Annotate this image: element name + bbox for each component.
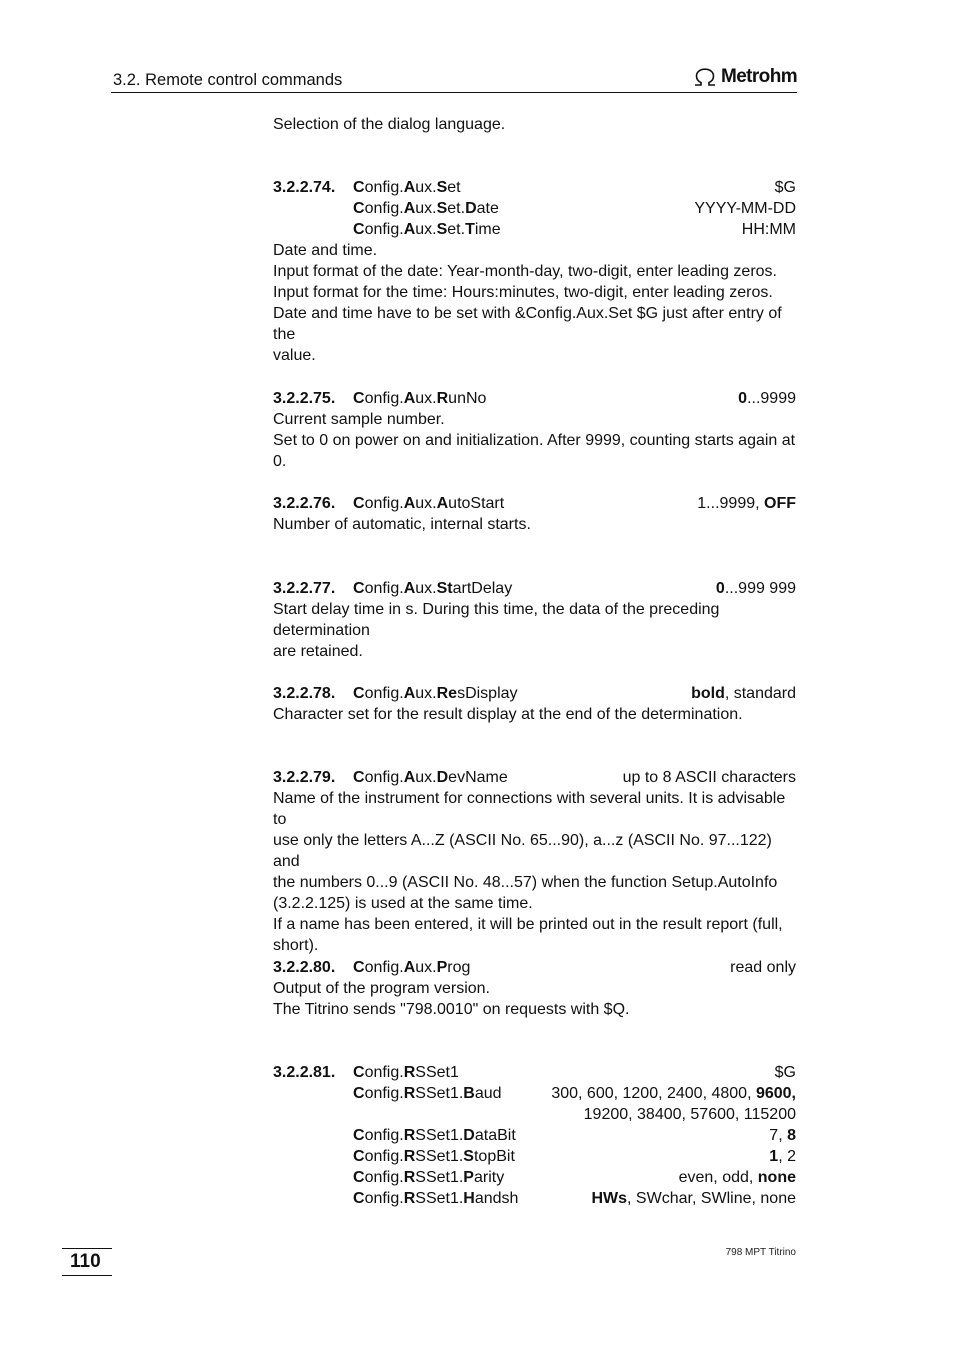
command-row xyxy=(273,1167,796,1188)
command-value xyxy=(730,957,796,978)
command-section xyxy=(273,177,796,366)
bold-segment: C xyxy=(353,179,365,196)
bold-segment: A xyxy=(403,495,416,512)
text-segment: onfig. xyxy=(364,200,404,217)
command-section xyxy=(273,578,796,662)
command-value xyxy=(775,1062,796,1083)
command-value xyxy=(742,219,796,240)
text-segment: read only xyxy=(730,959,796,976)
text-segment: onfig. xyxy=(364,1085,404,1102)
text-segment: evName xyxy=(448,769,508,786)
command-value xyxy=(738,388,796,409)
bold-segment: 8 xyxy=(787,1127,796,1144)
bold-segment: 1 xyxy=(769,1148,779,1165)
command-name xyxy=(353,1167,679,1188)
bold-segment: C xyxy=(353,495,365,512)
text-segment: ux. xyxy=(415,179,437,196)
text-segment: ux. xyxy=(415,959,437,976)
command-name xyxy=(353,957,730,978)
text-segment: SSet1. xyxy=(415,1148,464,1165)
description-line: short). xyxy=(273,937,319,954)
bold-segment: Re xyxy=(436,685,458,702)
description-line: If a name has been entered, it will be printed out in the result report (full, xyxy=(273,916,783,933)
bold-segment: C xyxy=(353,1169,365,1186)
description-line: use only the letters A...Z (ASCII No. 65...90), a...z (ASCII No. 97...122) and xyxy=(273,832,772,870)
command-name xyxy=(353,1188,591,1209)
bold-segment: HWs xyxy=(591,1190,628,1207)
command-name xyxy=(353,493,697,514)
bold-segment: C xyxy=(353,200,365,217)
text-segment: onfig. xyxy=(364,390,404,407)
text-segment: ux. xyxy=(415,200,437,217)
command-row xyxy=(273,1146,796,1167)
text-segment: et xyxy=(447,179,461,196)
description-line: value. xyxy=(273,347,316,364)
text-segment: HH:MM xyxy=(741,221,796,238)
text-segment: topBit xyxy=(473,1148,515,1165)
command-description xyxy=(273,514,796,535)
text-segment: onfig. xyxy=(364,685,404,702)
section-number: 3.2.2.75. xyxy=(273,390,336,407)
bold-segment: 0 xyxy=(738,390,748,407)
description-line: Output of the program version. xyxy=(273,980,490,997)
text-segment: 1...9999, xyxy=(697,495,764,512)
bold-segment: none xyxy=(757,1169,796,1186)
command-name xyxy=(353,767,623,788)
command-row xyxy=(273,219,796,240)
command-value xyxy=(769,1125,796,1146)
bold-segment: B xyxy=(463,1085,475,1102)
command-description xyxy=(273,704,796,725)
page-number-rule xyxy=(62,1275,112,1276)
text-segment: onfig. xyxy=(364,179,404,196)
text-segment: ux. xyxy=(415,580,437,597)
command-section xyxy=(273,388,796,472)
description-line: the numbers 0...9 (ASCII No. 48...57) when the function Setup.AutoInfo xyxy=(273,874,778,891)
bold-segment: C xyxy=(353,685,365,702)
description-line: Input format for the time: Hours:minutes, two-digit, enter leading zeros. xyxy=(273,284,773,301)
command-name xyxy=(353,1125,769,1146)
bold-segment: R xyxy=(403,1169,416,1186)
bold-segment: R xyxy=(403,1064,416,1081)
text-segment: onfig. xyxy=(364,1127,404,1144)
command-row xyxy=(273,1188,796,1209)
command-name xyxy=(353,198,694,219)
command-value xyxy=(694,198,796,219)
text-segment: ate xyxy=(476,200,499,217)
text-segment: et. xyxy=(447,200,466,217)
command-name xyxy=(353,1146,769,1167)
text-segment: onfig. xyxy=(364,580,404,597)
command-description xyxy=(273,978,796,1020)
text-segment: ime xyxy=(474,221,501,238)
command-row xyxy=(273,578,796,599)
bold-segment: R xyxy=(436,390,449,407)
text-segment: SSet1 xyxy=(415,1064,459,1081)
text-segment: ux. xyxy=(415,390,437,407)
page-number: 110 xyxy=(70,1251,101,1272)
description-line: Date and time have to be set with &Config.Aux.Set $G just after entry of the xyxy=(273,305,782,343)
bold-segment: C xyxy=(353,390,365,407)
text-segment: ux. xyxy=(415,769,437,786)
bold-segment: R xyxy=(403,1085,416,1102)
bold-segment: C xyxy=(353,1148,365,1165)
command-row xyxy=(273,1062,796,1083)
command-row xyxy=(273,957,796,978)
command-name xyxy=(353,683,691,704)
bold-segment: C xyxy=(353,1064,365,1081)
text-segment: onfig. xyxy=(364,221,404,238)
bold-segment: C xyxy=(353,1190,365,1207)
description-line: Start delay time in s. During this time, the data of the preceding determination xyxy=(273,601,720,639)
command-description xyxy=(273,599,796,662)
command-value-line2: 19200, 38400, 57600, 115200 xyxy=(583,1106,796,1123)
command-name xyxy=(353,1083,551,1104)
command-value-continued xyxy=(273,1104,796,1125)
command-row xyxy=(273,493,796,514)
bold-segment: T xyxy=(465,221,475,238)
bold-segment: S xyxy=(436,179,448,196)
bold-segment: H xyxy=(463,1190,475,1207)
text-segment: SSet1. xyxy=(415,1190,464,1207)
section-number: 3.2.2.80. xyxy=(273,959,336,976)
bold-segment: C xyxy=(353,769,365,786)
command-section xyxy=(273,683,796,725)
description-line: are retained. xyxy=(273,643,363,660)
bold-segment: A xyxy=(403,580,416,597)
text-segment: rog xyxy=(447,959,471,976)
text-segment: $G xyxy=(774,179,796,196)
command-value xyxy=(691,683,796,704)
command-row xyxy=(273,177,796,198)
bold-segment: 9600, xyxy=(755,1085,796,1102)
command-section xyxy=(273,767,796,956)
section-number: 3.2.2.81. xyxy=(273,1064,336,1081)
bold-segment: P xyxy=(463,1169,474,1186)
section-number: 3.2.2.74. xyxy=(273,179,336,196)
bold-segment: R xyxy=(403,1190,416,1207)
bold-segment: A xyxy=(403,769,416,786)
section-title: 3.2. Remote control commands xyxy=(113,71,343,89)
text-segment: unNo xyxy=(448,390,487,407)
command-section xyxy=(273,493,796,535)
text-segment: onfig. xyxy=(364,959,404,976)
command-name xyxy=(353,177,775,198)
bold-segment: C xyxy=(353,1085,365,1102)
description-line: Date and time. xyxy=(273,242,378,259)
bold-segment: bold xyxy=(691,685,725,702)
omega-icon xyxy=(692,67,718,87)
description-line: (3.2.2.125) is used at the same time. xyxy=(273,895,533,912)
bold-segment: A xyxy=(436,495,449,512)
description-line: Current sample number. xyxy=(273,411,445,428)
bold-segment: A xyxy=(403,179,416,196)
command-value xyxy=(769,1146,796,1167)
text-segment: onfig. xyxy=(364,769,404,786)
command-description xyxy=(273,788,796,956)
text-segment: , standard xyxy=(724,685,796,702)
bold-segment: A xyxy=(403,959,416,976)
bold-segment: S xyxy=(436,221,448,238)
bold-segment: D xyxy=(465,200,477,217)
text-segment: ...999 999 xyxy=(724,580,796,597)
command-name xyxy=(353,388,738,409)
command-name xyxy=(353,219,742,240)
text-segment: onfig. xyxy=(364,1064,404,1081)
bold-segment: C xyxy=(353,221,365,238)
command-value xyxy=(623,767,796,788)
command-value xyxy=(679,1167,796,1188)
section-number: 3.2.2.76. xyxy=(273,495,336,512)
bold-segment: A xyxy=(403,221,416,238)
command-row xyxy=(273,1083,796,1104)
bold-segment: R xyxy=(403,1148,416,1165)
text-segment: onfig. xyxy=(364,1190,404,1207)
command-description xyxy=(273,240,796,366)
bold-segment: C xyxy=(353,959,365,976)
command-description xyxy=(273,409,796,472)
description-line: Number of automatic, internal starts. xyxy=(273,516,531,533)
command-value xyxy=(591,1188,796,1209)
command-section xyxy=(273,957,796,1020)
text-segment: sDisplay xyxy=(457,685,518,702)
text-segment: , SWchar, SWline, none xyxy=(627,1190,796,1207)
text-segment: arity xyxy=(473,1169,505,1186)
text-segment: YYYY-MM-DD xyxy=(694,200,796,217)
bold-segment: S xyxy=(436,200,448,217)
text-segment: ...9999 xyxy=(747,390,796,407)
text-segment: even, odd, xyxy=(678,1169,758,1186)
command-row xyxy=(273,198,796,219)
bold-segment: C xyxy=(353,1127,365,1144)
text-segment: et. xyxy=(447,221,466,238)
bold-segment: A xyxy=(403,200,416,217)
bold-segment: S xyxy=(463,1148,474,1165)
command-value xyxy=(697,493,796,514)
description-line: The Titrino sends "798.0010" on requests with $Q. xyxy=(273,1001,630,1018)
text-segment: ataBit xyxy=(474,1127,516,1144)
text-segment: utoStart xyxy=(448,495,505,512)
text-segment: SSet1. xyxy=(415,1127,464,1144)
command-row xyxy=(273,388,796,409)
description-line: Input format of the date: Year-month-day, two-digit, enter leading zeros. xyxy=(273,263,777,280)
description-line: Set to 0 on power on and initialization. After 9999, counting starts again at 0. xyxy=(273,432,796,470)
text-segment: SSet1. xyxy=(415,1169,464,1186)
section-number: 3.2.2.79. xyxy=(273,769,336,786)
text-segment: ux. xyxy=(415,221,437,238)
bold-segment: D xyxy=(463,1127,475,1144)
text-segment: artDelay xyxy=(452,580,513,597)
footer-product: 798 MPT Titrino xyxy=(725,1247,796,1258)
bold-segment: P xyxy=(436,959,448,976)
command-name xyxy=(353,1062,775,1083)
text-segment: 300, 600, 1200, 2400, 4800, xyxy=(551,1085,756,1102)
text-segment: 7, xyxy=(769,1127,788,1144)
intro-text xyxy=(273,114,796,135)
text-segment: onfig. xyxy=(364,1169,404,1186)
description-line: Character set for the result display at the end of the determination. xyxy=(273,706,743,723)
text-segment: onfig. xyxy=(364,1148,404,1165)
command-value xyxy=(716,578,796,599)
header-rule xyxy=(111,92,797,93)
command-row xyxy=(273,683,796,704)
command-section xyxy=(273,1062,796,1209)
bold-segment: 0 xyxy=(715,580,725,597)
text-segment: andsh xyxy=(474,1190,519,1207)
footer-rule xyxy=(62,1248,112,1249)
text-segment: up to 8 ASCII characters xyxy=(622,769,796,786)
text-segment: SSet1. xyxy=(415,1085,464,1102)
bold-segment: C xyxy=(353,580,365,597)
bold-segment: A xyxy=(403,685,416,702)
bold-segment: OFF xyxy=(764,495,796,512)
brand-logo xyxy=(692,66,797,88)
description-line: Name of the instrument for connections with several units. It is advisable to xyxy=(273,790,786,828)
command-row xyxy=(273,767,796,788)
text-segment: , 2 xyxy=(778,1148,796,1165)
section-number: 3.2.2.77. xyxy=(273,580,336,597)
command-value xyxy=(551,1083,796,1104)
bold-segment: A xyxy=(403,390,416,407)
text-segment: ux. xyxy=(415,685,437,702)
command-name xyxy=(353,578,716,599)
bold-segment: St xyxy=(436,580,453,597)
text-segment: onfig. xyxy=(364,495,404,512)
brand-name: Metrohm xyxy=(720,66,797,87)
command-value xyxy=(775,177,796,198)
bold-segment: D xyxy=(436,769,449,786)
text-segment: $G xyxy=(774,1064,796,1081)
intro-paragraph: Selection of the dialog language. xyxy=(273,116,506,133)
bold-segment: R xyxy=(403,1127,416,1144)
section-number: 3.2.2.78. xyxy=(273,685,336,702)
text-segment: aud xyxy=(474,1085,502,1102)
command-row xyxy=(273,1125,796,1146)
text-segment: ux. xyxy=(415,495,437,512)
